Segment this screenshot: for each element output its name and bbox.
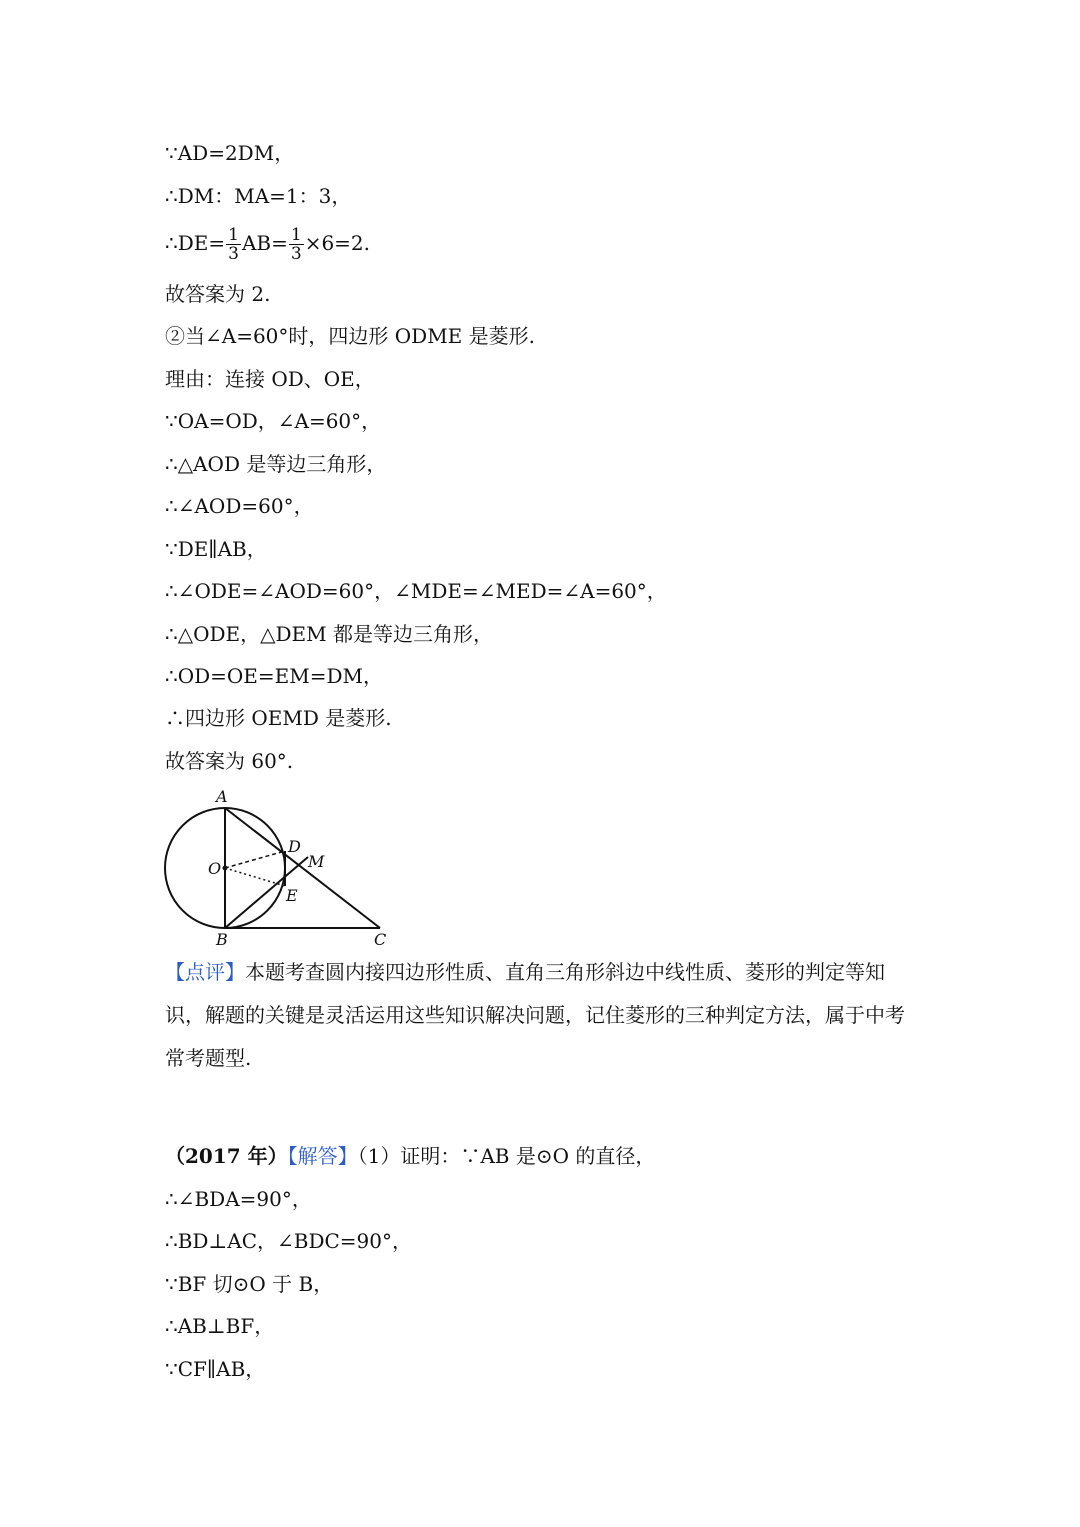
- line-bda-90: ∴∠BDA=90°，: [165, 1187, 312, 1211]
- label-a: A: [216, 787, 228, 806]
- label-o: O: [208, 859, 222, 878]
- fraction-numerator: 1: [228, 225, 239, 245]
- label-d: D: [288, 837, 301, 856]
- comment-tag: 【点评】: [165, 960, 245, 984]
- answer-tag: 【解答】: [287, 1144, 358, 1168]
- line-aod-equilateral: ∴△AOD 是等边三角形，: [165, 452, 387, 476]
- segment-od-dashed: [225, 851, 285, 868]
- line-ad-2dm: ∵AD=2DM，: [165, 141, 295, 165]
- proof-start: （1）证明：∵AB 是⊙O 的直径，: [357, 1144, 656, 1168]
- label-b: B: [216, 930, 228, 949]
- fraction-one-third-b: [289, 226, 304, 263]
- line-bf-tangent: ∵BF 切⊙O 于 B，: [165, 1272, 334, 1296]
- comment-text: 本题考查圆内接四边形性质、直角三角形斜边中线性质、菱形的判定等知识，解题的关键是灵活运用这些知识解决问题，记住菱形的三种判定方法，属于中考常考题型.: [165, 960, 905, 1070]
- line-triangles: ∴△ODE，△DEM 都是等边三角形，: [165, 622, 493, 646]
- line-2017-heading: [165, 1143, 655, 1169]
- de-mid: AB=: [241, 231, 288, 255]
- line-cf-parallel: ∵CF∥AB，: [165, 1357, 266, 1381]
- line-answer-2: 故答案为 2.: [165, 282, 271, 306]
- fraction-numerator: 1: [290, 225, 302, 245]
- line-ab-bf: ∴AB⊥BF，: [165, 1314, 275, 1338]
- fraction-denominator: 3: [290, 244, 302, 264]
- line-de-value: [165, 226, 370, 263]
- label-c: C: [374, 930, 387, 949]
- line-answer-60: 故答案为 60°.: [165, 749, 294, 773]
- label-e: E: [286, 886, 298, 905]
- center-point: [223, 866, 228, 871]
- fraction-one-third-a: [226, 226, 241, 263]
- line-angles: ∴∠ODE=∠AOD=60°，∠MDE=∠MED=∠A=60°，: [165, 579, 667, 603]
- line-reason: 理由：连接 OD、OE，: [165, 367, 375, 391]
- de-prefix: ∴DE=: [165, 231, 226, 255]
- fraction-denominator: 3: [228, 244, 239, 264]
- line-rhombus: ∴四边形 OEMD 是菱形.: [165, 706, 392, 730]
- line-equal-sides: ∴OD=OE=EM=DM，: [165, 664, 384, 688]
- year-label: （2017 年）: [165, 1144, 288, 1168]
- line-bd-ac: ∴BD⊥AC，∠BDC=90°，: [165, 1229, 413, 1253]
- line-dm-ma: ∴DM：MA=1：3，: [165, 184, 352, 208]
- line-aod-60: ∴∠AOD=60°，: [165, 494, 314, 518]
- de-suffix: ×6=2.: [304, 231, 371, 255]
- label-m: M: [308, 852, 325, 871]
- comment-paragraph: [165, 951, 920, 1080]
- line-oa-od: ∵OA=OD，∠A=60°，: [165, 409, 382, 433]
- segment-ac: [225, 808, 380, 928]
- line-part2: ②当∠A=60°时，四边形 ODME 是菱形.: [165, 324, 535, 348]
- geometry-figure: [160, 785, 400, 953]
- line-de-parallel: ∵DE∥AB，: [165, 537, 267, 561]
